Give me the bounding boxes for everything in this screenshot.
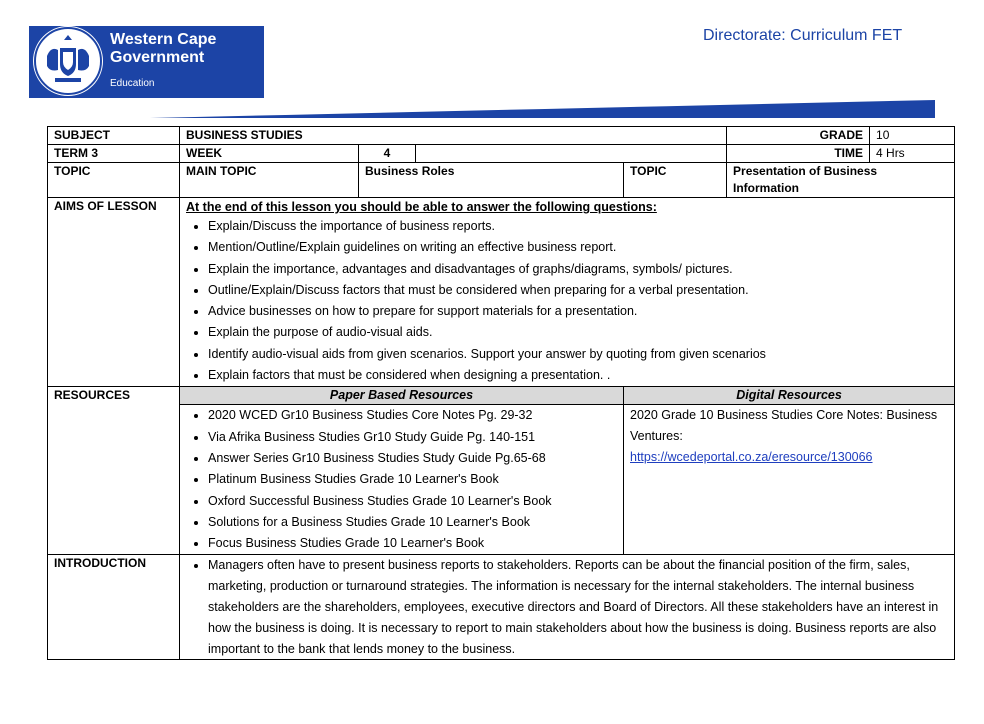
list-item: • Outline/Explain/Discuss factors that must be considered when preparing for a verbal presentation. [208,280,948,301]
aims-row [48,198,955,387]
introduction-label: INTRODUCTION [48,555,180,660]
directorate-label: Directorate: Curriculum FET [703,27,903,44]
list-item: • 2020 WCED Gr10 Business Studies Core Notes Pg. 29-32 [208,405,623,426]
time-label: TIME [727,145,870,163]
list-item: • Explain the purpose of audio-visual aids. [208,322,948,343]
logo-subtitle: Education [110,78,155,89]
digital-resources-text: 2020 Grade 10 Business Studies Core Notes: Business Ventures: [630,408,938,444]
term-row [48,145,955,163]
list-item: • Explain/Discuss the importance of business reports. [208,216,948,237]
subject-row [48,127,955,145]
header-swoosh [0,96,984,122]
aims-label: AIMS OF LESSON [48,198,180,387]
list-item: • Focus Business Studies Grade 10 Learner's Book [208,533,623,554]
topic-label-2: TOPIC [624,163,727,198]
logo-title: Western Cape Government [110,31,217,66]
list-item: • Explain the importance, advantages and disadvantages of graphs/diagrams, symbols/ pictures. [208,259,948,280]
topic-row [48,163,955,198]
introduction-content [180,555,955,660]
subject-value: BUSINESS STUDIES [180,127,727,145]
list-item: • Mention/Outline/Explain guidelines on writing an effective business report. [208,237,948,258]
list-item: • Via Afrika Business Studies Gr10 Study Guide Pg. 140-151 [208,427,623,448]
time-value: 4 Hrs [870,145,955,163]
term-label: TERM 3 [48,145,180,163]
week-label: WEEK [180,145,359,163]
list-item: • Explain factors that must be considered when designing a presentation. . [208,365,948,386]
resources-row [48,387,955,555]
list-item: • Oxford Successful Business Studies Grade 10 Learner's Book [208,491,623,512]
digital-resources-heading: Digital Resources [624,387,954,405]
main-topic-value: Business Roles [359,163,624,198]
grade-label: GRADE [727,127,870,145]
paper-resources [180,387,624,555]
resources-label: RESOURCES [48,387,180,555]
introduction-row [48,555,955,660]
aims-heading: At the end of this lesson you should be able to answer the following questions: [186,200,657,214]
list-item: • Identify audio-visual aids from given scenarios. Support your answer by quoting from given scenarios [208,344,948,365]
lesson-plan-table [47,126,955,660]
topic-label: TOPIC [48,163,180,198]
topic-value: Presentation of Business Information [727,163,955,198]
subject-label: SUBJECT [48,127,180,145]
digital-resource-link[interactable]: https://wcedeportal.co.za/eresource/130066 [630,450,873,465]
aims-list [186,216,948,386]
introduction-text: • Managers often have to present business reports to stakeholders. Reports can be about the financial position of the firm, sales, marketing, production or turnaround strategies. The information is necessary for the internal stakeholders. The internal business stakeholders are the shareholders, employees, executive directors and Board of Directors. All these stakeholders have an interest in how the business is doing. It is necessary to report to main stakeholders about how the business is doing. Business reports are also important to the bank that lends money to the business. [208,555,948,659]
term-blank [416,145,727,163]
coat-of-arms-icon [33,26,103,96]
week-value: 4 [359,145,416,163]
digital-resources [624,387,955,555]
list-item: • Solutions for a Business Studies Grade 10 Learner's Book [208,512,623,533]
list-item: • Advice businesses on how to prepare for support materials for a presentation. [208,301,948,322]
main-topic-label: MAIN TOPIC [180,163,359,198]
paper-resources-list [186,405,623,554]
list-item: • Platinum Business Studies Grade 10 Learner's Book [208,469,623,490]
grade-value: 10 [870,127,955,145]
paper-resources-heading: Paper Based Resources [180,387,623,405]
wcg-logo [29,26,264,98]
list-item: • Answer Series Gr10 Business Studies Study Guide Pg.65-68 [208,448,623,469]
aims-content [180,198,955,387]
